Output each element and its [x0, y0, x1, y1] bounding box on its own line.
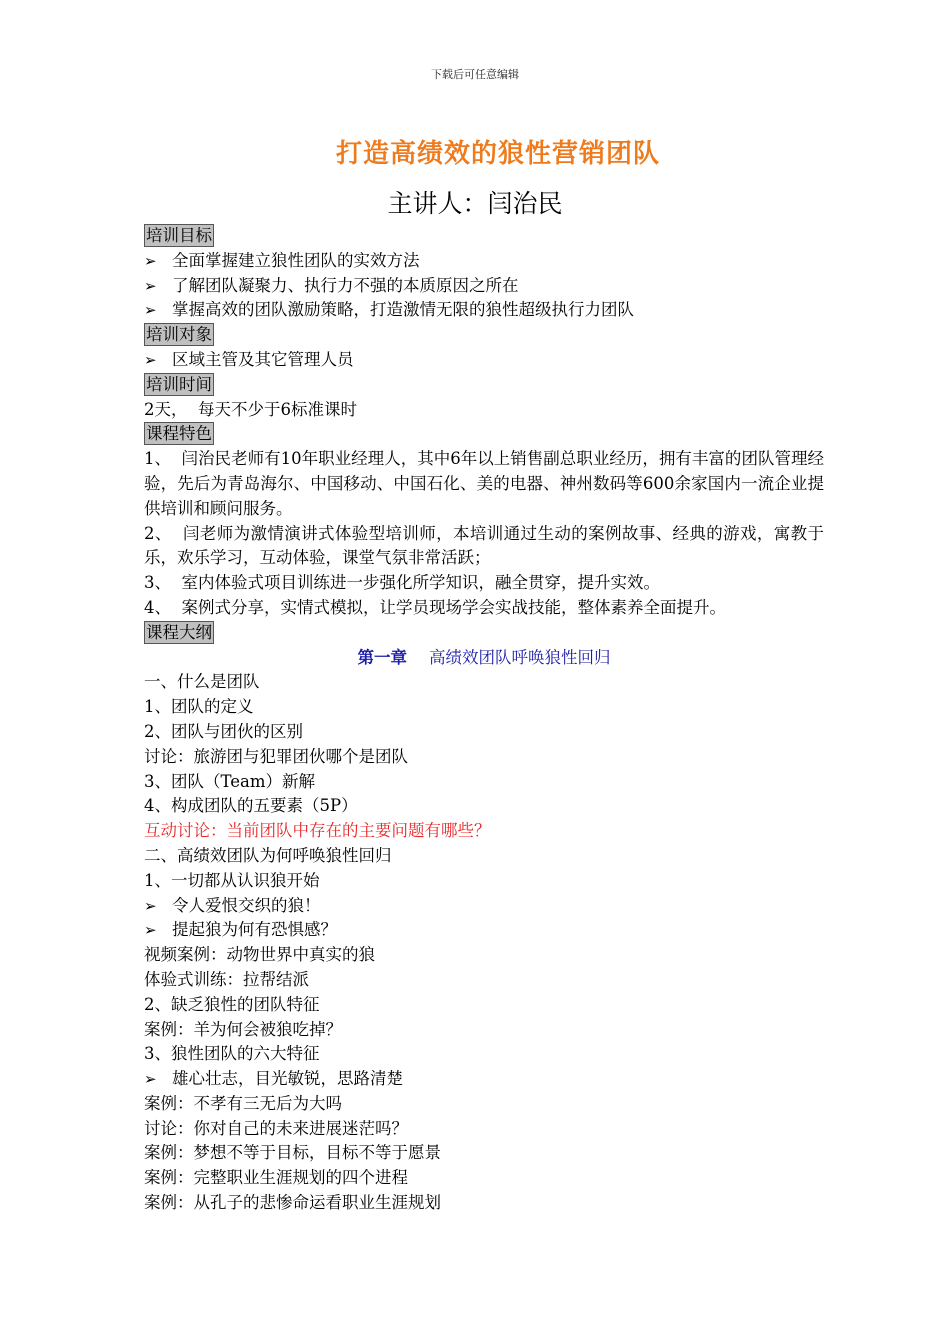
section-label-time: 培训时间 [146, 374, 212, 394]
chapter-number: 第一章 [357, 647, 407, 667]
outline-line: 案例：从孔子的悲惨命运看职业生涯规划 [144, 1193, 441, 1213]
section-label-goal: 培训目标 [146, 226, 212, 245]
bullet-arrow-icon: ➢ [144, 921, 157, 940]
feature-item: 2、 闫老师为激情演讲式体验型培训师，本培训通过生动的案例故事、经典的游戏，寓教于乐，欢乐学习，互动体验，课堂气氛非常活跃； [144, 523, 824, 568]
bullet-arrow-icon: ➢ [144, 301, 157, 320]
outline-line: 案例：梦想不等于目标，目标不等于愿景 [144, 1143, 441, 1163]
goal-item: ➢ 掌握高效的团队激励策略，打造激情无限的狼性超级执行力团队 [144, 298, 824, 323]
outline-line: 互动讨论：当前团队中存在的主要问题有哪些？ [144, 821, 491, 841]
chapter-name: 高绩效团队呼唤狼性回归 [429, 647, 611, 667]
outline-line: 3、狼性团队的六大特征 [144, 1044, 320, 1064]
outline-line: 3、团队（Team）新解 [144, 771, 315, 791]
bullet-arrow-icon: ➢ [144, 251, 157, 270]
outline-line: 视频案例：动物世界中真实的狼 [144, 945, 375, 965]
outline-line: 2、团队与团伙的区别 [144, 721, 303, 741]
document-title: 打造高绩效的狼性营销团队 [335, 139, 660, 169]
outline-line: 2、缺乏狼性的团队特征 [144, 994, 320, 1014]
header-note: 下载后可任意编辑 [431, 68, 519, 81]
bullet-arrow-icon: ➢ [144, 276, 157, 295]
outline-line: 案例：羊为何会被狼吃掉？ [144, 1019, 342, 1039]
outline-line: ➢ 令人爱恨交织的狼！ [144, 894, 824, 919]
outline-line: 案例：不孝有三无后为大吗 [144, 1093, 342, 1113]
outline-line: ➢ 雄心壮志，目光敏锐，思路清楚 [144, 1067, 824, 1092]
outline-line: 4、构成团队的五要素（5P） [144, 796, 358, 816]
section-label-outline: 课程大纲 [146, 622, 212, 642]
audience-item: ➢ 区域主管及其它管理人员 [144, 348, 824, 373]
outline-line: 1、一切都从认识狼开始 [144, 870, 320, 890]
feature-item: 1、 闫治民老师有10年职业经理人，其中6年以上销售副总职业经历，拥有丰富的团队管理经验，先后为青岛海尔、中国移动、中国石化、美的电器、神州数码等600余家国内一流企业提供培训和顾问服务。 [144, 449, 824, 518]
outline-line: 1、团队的定义 [144, 697, 254, 717]
section-label-feature: 课程特色 [146, 424, 212, 444]
outline-line: 一、什么是团队 [144, 672, 260, 692]
goal-item: ➢ 了解团队凝聚力、执行力不强的本质原因之所在 [144, 274, 824, 299]
bullet-arrow-icon: ➢ [144, 350, 157, 369]
lecturer-line: 主讲人：闫治民 [387, 189, 563, 218]
outline-line: 讨论：你对自己的未来进展迷茫吗？ [144, 1118, 408, 1138]
outline-line: 案例：完整职业生涯规划的四个进程 [144, 1168, 408, 1188]
outline-line: 讨论：旅游团与犯罪团伙哪个是团队 [144, 746, 408, 766]
bullet-arrow-icon: ➢ [144, 1070, 157, 1089]
training-time: 2天， 每天不少于6标准课时 [144, 399, 357, 419]
feature-item: 4、 案例式分享，实情式模拟，让学员现场学会实战技能，整体素养全面提升。 [144, 597, 726, 617]
feature-item: 3、 室内体验式项目训练进一步强化所学知识，融全贯穿，提升实效。 [144, 573, 660, 593]
outline-list [144, 670, 824, 1216]
chapter-heading [144, 646, 824, 671]
outline-line: ➢ 提起狼为何有恐惧感？ [144, 918, 824, 943]
outline-line: 体验式训练：拉帮结派 [144, 969, 309, 989]
document-body [144, 224, 824, 1216]
section-label-audience: 培训对象 [146, 325, 212, 345]
bullet-arrow-icon: ➢ [144, 896, 157, 915]
outline-line: 二、高绩效团队为何呼唤狼性回归 [144, 845, 392, 865]
goal-item: ➢ 全面掌握建立狼性团队的实效方法 [144, 249, 824, 274]
